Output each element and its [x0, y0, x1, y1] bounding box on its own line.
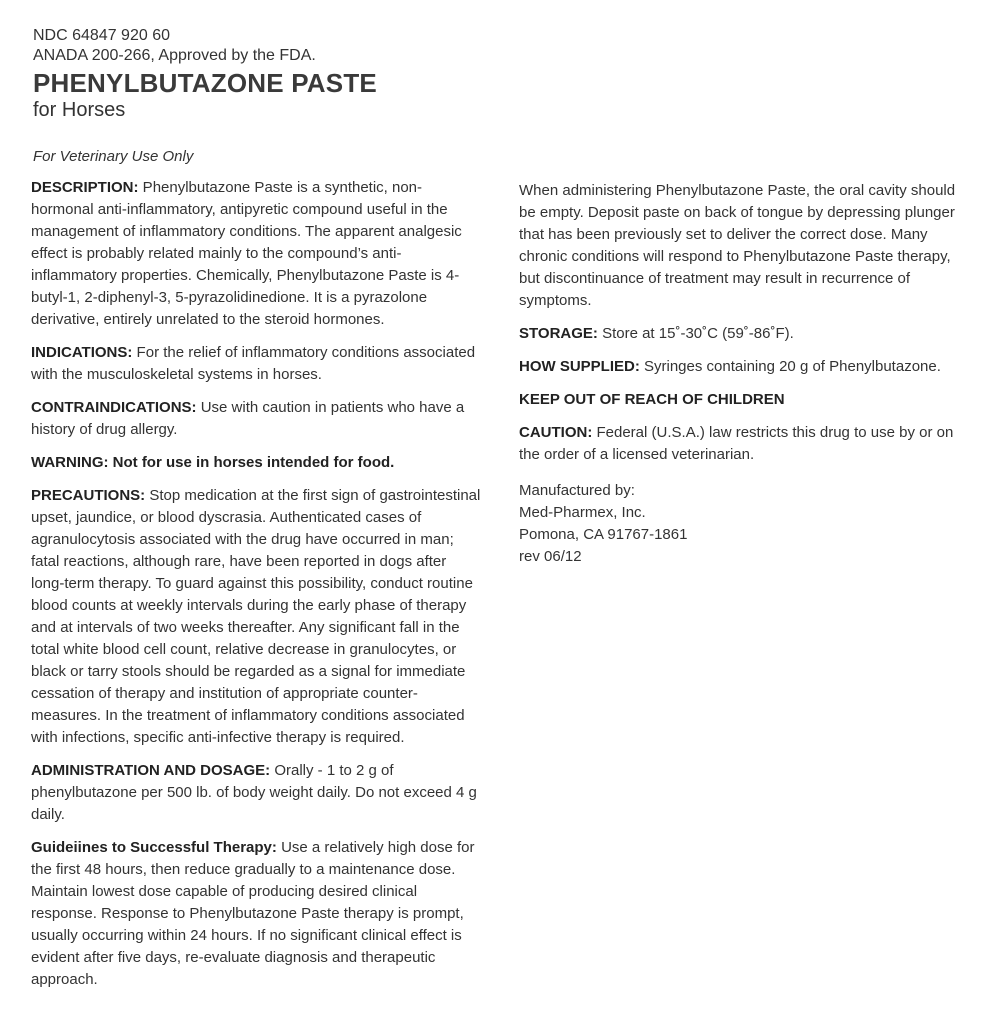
contraindications-text: Use with caution in patients who have a history of drug allergy. — [31, 399, 465, 438]
manufacturer-block — [519, 480, 971, 568]
product-subtitle: for Horses — [33, 99, 126, 121]
description-label: DESCRIPTION: — [31, 179, 139, 196]
administration-label: ADMINISTRATION AND DOSAGE: — [31, 762, 271, 779]
manufacturer-address: Pomona, CA 91767-1861 — [519, 526, 688, 543]
precautions-text: Stop medication at the first sign of gastrointestinal upset, jaundice, or blood dyscrasia. Authenticated cases of agranulocytosis associated with the drug have occurred in man; fatal reactions, although rare, have been reported in dogs after long-term therapy. To guard against this possibility, conduct routine blood counts at weekly intervals during the early phase of therapy and at intervals of two weeks thereafter. Any significant fall in the total white blood cell count, relative decrease in granulocytes, or black or tarry stools should be regarded as a signal for immediate cessation of therapy and institution of appropriate counter-measures. In the treatment of inflammatory conditions associated with infections, specific anti-infective therapy is required. — [31, 487, 481, 746]
administration-section — [31, 760, 483, 826]
indications-text: For the relief of inflammatory conditions associated with the musculoskeletal systems in horses. — [31, 344, 476, 383]
how-supplied-section — [519, 356, 971, 378]
caution-section — [519, 422, 971, 466]
manufacturer-name: Med-Pharmex, Inc. — [519, 504, 646, 521]
warning-section — [31, 452, 483, 474]
storage-text: Store at 15˚-30˚C (59˚-86˚F). — [597, 325, 794, 342]
storage-section — [519, 323, 971, 345]
precautions-section — [31, 485, 483, 749]
description-section — [31, 177, 483, 331]
administering-section — [519, 180, 971, 312]
description-text: Phenylbutazone Paste is a synthetic, non-hormonal anti-inflammatory, antipyretic compound useful in the management of inflammatory conditions. The apparent analgesic effect is probably related mainly to the compound’s anti-inflammatory properties. Chemically, Phenylbutazone Paste is 4-butyl-1, 2-diphenyl-3, 5-pyrazolidinedione. It is a pyrazolone derivative, entirely unrelated to the steroid hormones. — [31, 179, 462, 328]
veterinary-use-note: For Veterinary Use Only — [33, 148, 194, 165]
guidelines-text: Use a relatively high dose for the first 48 hours, then reduce gradually to a maintenance dose. Maintain lowest dose capable of producing desired clinical response. Response to Phenylbutazone Paste therapy is prompt, usually occurring within 24 hours. If no significant clinical effect is evident after five days, re-evaluate diagnosis and therapeutic approach. — [31, 839, 475, 988]
contraindications-section — [31, 397, 483, 441]
storage-label: STORAGE: — [519, 325, 598, 342]
keep-out-section — [519, 389, 971, 411]
guidelines-section — [31, 837, 483, 991]
how-supplied-text: Syringes containing 20 g of Phenylbutazone. — [639, 358, 941, 375]
indications-label: INDICATIONS: — [31, 344, 133, 361]
guidelines-label: Guideiines to Successful Therapy: — [31, 839, 277, 856]
warning-label: WARNING: Not for use in horses intended for food. — [31, 454, 395, 471]
caution-label: CAUTION: — [519, 424, 593, 441]
keep-out-label: KEEP OUT OF REACH OF CHILDREN — [519, 391, 785, 408]
ndc-number: NDC 64847 920 60 — [33, 27, 170, 44]
manufacturer-heading: Manufactured by: — [519, 482, 635, 499]
indications-section — [31, 342, 483, 386]
left-column — [31, 177, 483, 1002]
how-supplied-label: HOW SUPPLIED: — [519, 358, 640, 375]
label-header — [33, 26, 377, 122]
contraindications-label: CONTRAINDICATIONS: — [31, 399, 197, 416]
administering-text: When administering Phenylbutazone Paste, the oral cavity should be empty. Deposit paste on back of tongue by depressing plunger that has been previously set to deliver the correct dose. Many chronic conditions will respond to Phenylbutazone Paste therapy, but discontinuance of treatment may result in recurrence of symptoms. — [519, 182, 956, 309]
precautions-label: PRECAUTIONS: — [31, 487, 146, 504]
anada-approval: ANADA 200-266, Approved by the FDA. — [33, 47, 316, 64]
revision-date: rev 06/12 — [519, 548, 582, 565]
administration-text: Orally - 1 to 2 g of phenylbutazone per 500 lb. of body weight daily. Do not exceed 4 g daily. — [31, 762, 477, 823]
right-column — [519, 180, 971, 568]
caution-text: Federal (U.S.A.) law restricts this drug to use by or on the order of a licensed veterinarian. — [519, 424, 954, 463]
product-title: PHENYLBUTAZONE PASTE — [33, 68, 377, 98]
